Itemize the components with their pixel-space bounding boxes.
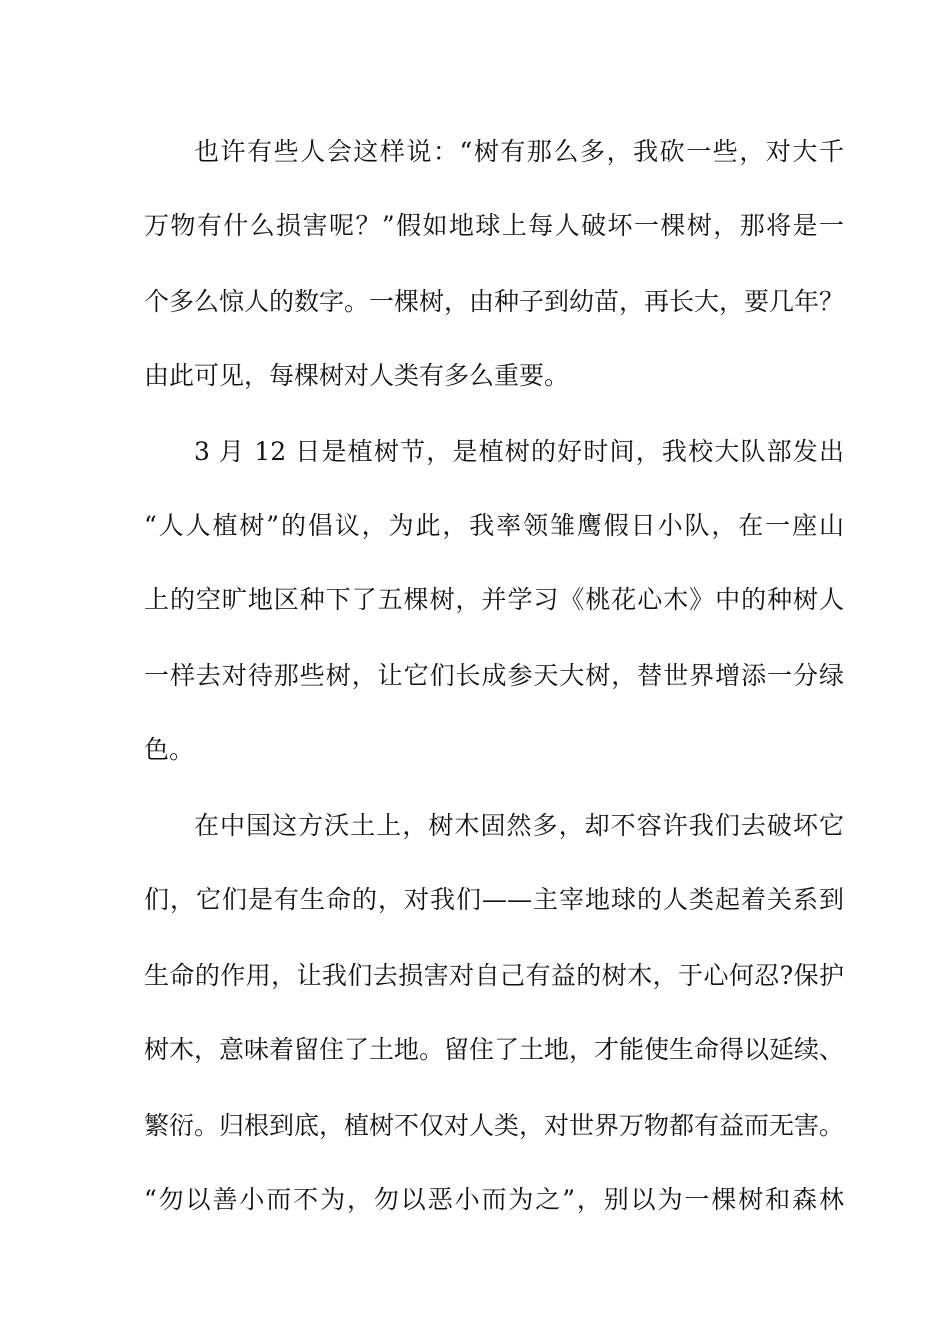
- paragraph-3-line-4: 树木，意味着留住了土地。留住了土地，才能使生命得以延续、: [144, 1035, 845, 1064]
- paragraph-3-line-2: 们，它们是有生命的，对我们——主宰地球的人类起着关系到: [144, 885, 844, 914]
- paragraph-3-line-3: 生命的作用，让我们去损害对自己有益的树木，于心何忍?保护: [144, 961, 844, 990]
- paragraph-2-line-3: 上的空旷地区种下了五棵树，并学习《桃花心木》中的种树人: [144, 585, 844, 614]
- paragraph-2-line-2: “人人植树”的倡议，为此，我率领雏鹰假日小队，在一座山: [144, 511, 844, 540]
- paragraph-1-line-3: 个多么惊人的数字。一棵树，由种子到幼苗，再长大，要几年？: [144, 287, 845, 316]
- paragraph-3-line-1: 在中国这方沃土上，树木固然多，却不容许我们去破坏它: [194, 811, 844, 840]
- paragraph-2-line-1: 3 月 12 日是植树节，是植树的好时间，我校大队部发出: [194, 437, 844, 466]
- paragraph-3-line-5: 繁衍。归根到底，植树不仅对人类，对世界万物都有益而无害。: [144, 1111, 845, 1140]
- paragraph-1-line-4: 由此可见，每棵树对人类有多么重要。: [144, 361, 570, 390]
- paragraph-2-line-5: 色。: [144, 735, 195, 764]
- paragraph-2-line-4: 一样去对待那些树，让它们长成参天大树，替世界增添一分绿: [144, 661, 844, 690]
- paragraph-1-line-2: 万物有什么损害呢？”假如地球上每人破坏一棵树，那将是一: [144, 211, 844, 240]
- paragraph-3-line-6: “勿以善小而不为，勿以恶小而为之”，别以为一棵树和森林: [144, 1185, 844, 1214]
- paragraph-1-line-1: 也许有些人会这样说：“树有那么多，我砍一些，对大千: [194, 137, 844, 166]
